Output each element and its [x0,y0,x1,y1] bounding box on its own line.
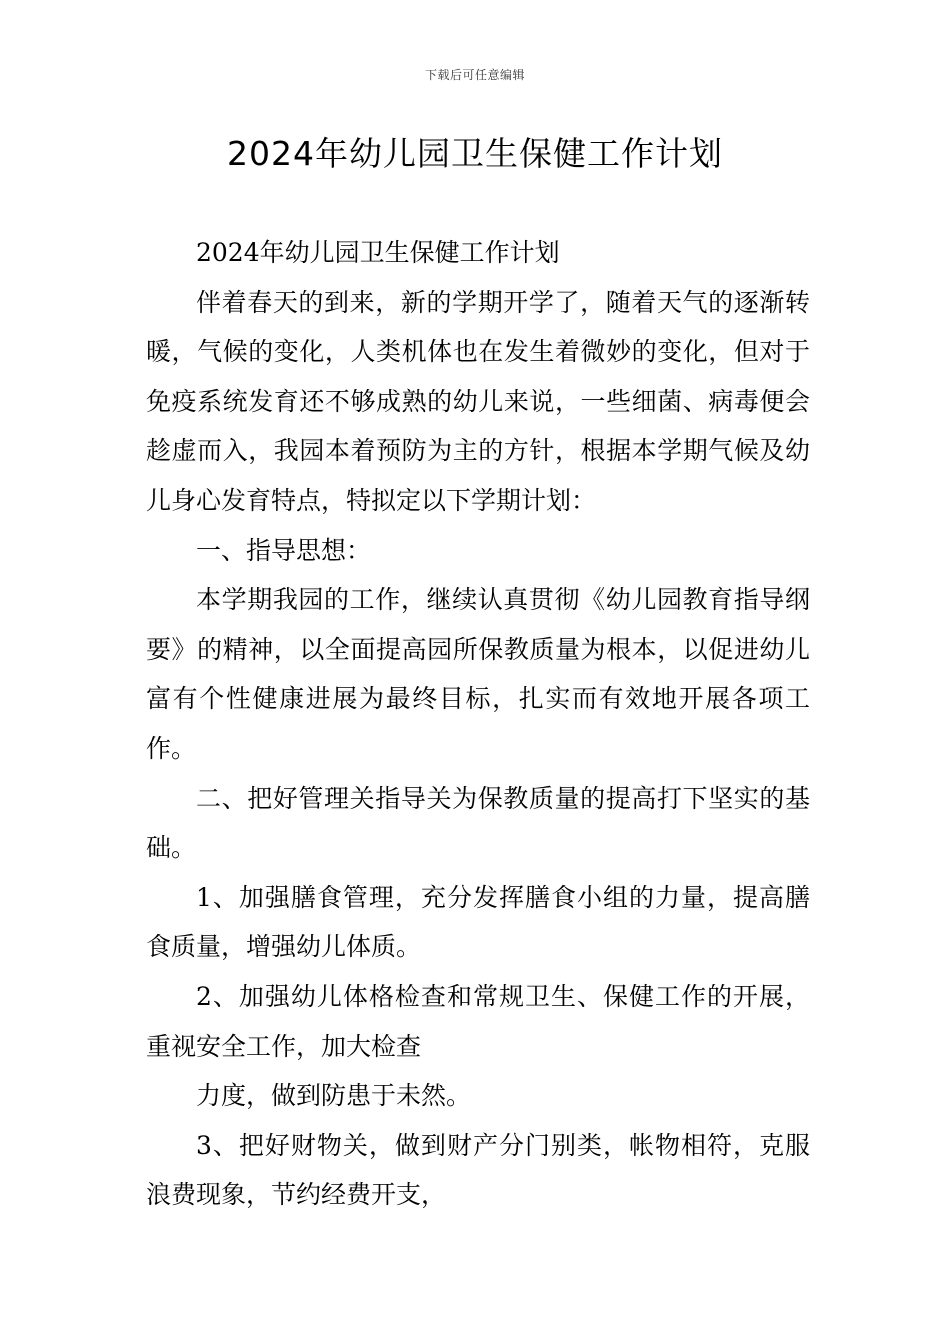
paragraph-item-2-continued: 力度，做到防患于未然。 [196,1081,472,1111]
section-heading-management: 二、把好管理关指导关为保教质量的提高打下坚实的基础。 [146,783,810,863]
header-note: 下载后可任意编辑 [424,68,525,82]
paragraph-subtitle: 2024年幼儿园卫生保健工作计划 [196,238,560,267]
document-body [146,228,810,1220]
paragraph-item-1: 1、加强膳食管理，充分发挥膳食小组的力量，提高膳食质量，增强幼儿体质。 [146,882,810,962]
paragraph-intro: 伴着春天的到来，新的学期开学了，随着天气的逐渐转暖，气候的变化，人类机体也在发生着微妙的变化，但对于免疫系统发育还不够成熟的幼儿来说，一些细菌、病毒便会趁虚而入，我园本着预防为主的方针，根据本学期气候及幼儿身心发育特点，特拟定以下学期计划： [146,287,810,515]
document-title: 2024年幼儿园卫生保健工作计划 [227,134,723,173]
paragraph-item-3: 3、把好财物关，做到财产分门别类，帐物相符，克服浪费现象，节约经费开支， [146,1130,810,1210]
paragraph-guiding-thought: 本学期我园的工作，继续认真贯彻《幼儿园教育指导纲要》的精神，以全面提高园所保教质量为根本，以促进幼儿富有个性健康进展为最终目标，扎实而有效地开展各项工作。 [146,585,810,763]
paragraph-item-2: 2、加强幼儿体格检查和常规卫生、保健工作的开展，重视安全工作，加大检查 [146,981,810,1061]
section-heading-guiding-thought: 一、指导思想： [196,535,372,565]
